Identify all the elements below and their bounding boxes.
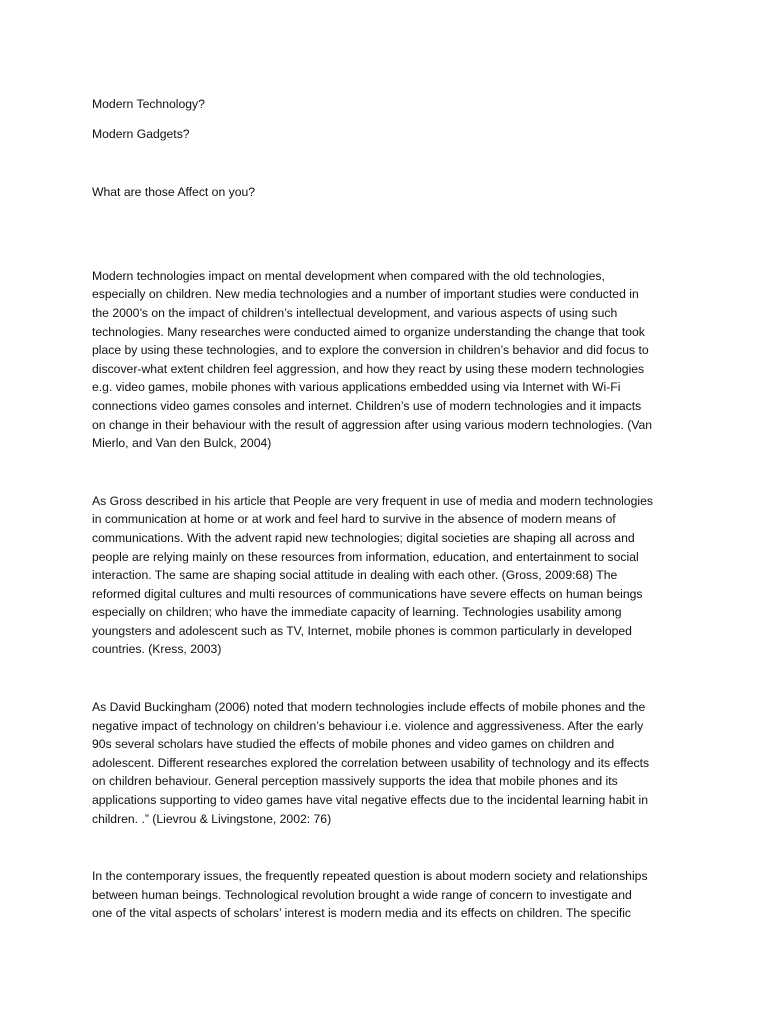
paragraph-line: adolescent. Different researches explored the correlation between usability of technology and its effects	[92, 755, 650, 770]
paragraph-line: applications supporting to video games have vital negative effects due to the incidental learning habit in	[92, 793, 649, 808]
paragraph-line: countries. (Kress, 2003)	[92, 642, 222, 657]
paragraph-line: especially on children; who have the immediate capacity of learning. Technologies usability among	[92, 605, 622, 620]
paragraph-line: between human beings. Technological revolution brought a wide range of concern to investigate and	[92, 887, 632, 902]
paragraph-line: communications. With the advent rapid new technologies; digital societies are shaping all across and	[92, 530, 635, 545]
heading-affect-question: What are those Affect on you?	[92, 185, 256, 200]
paragraph-line: the 2000’s on the impact of children’s intellectual development, and various aspects of using such	[92, 305, 618, 320]
heading-modern-gadgets: Modern Gadgets?	[92, 126, 190, 141]
paragraph-2	[92, 492, 684, 659]
paragraph-line: technologies. Many researches were conducted aimed to organize understanding the change that took	[92, 324, 645, 339]
paragraph-line: on children behaviour. General perception massively supports the idea that mobile phones and its	[92, 774, 618, 789]
heading-modern-technology: Modern Technology?	[92, 97, 205, 111]
paragraph-line: on change in their behaviour with the result of aggression after using various modern technologies. (Van	[92, 417, 653, 432]
paragraph-1	[92, 267, 684, 453]
paragraph-line: e.g. video games, mobile phones with various applications embedded using via Internet with Wi-Fi	[92, 380, 621, 395]
paragraph-line: 90s several scholars have studied the effects of mobile phones and video games on children and	[92, 737, 615, 752]
paragraph-4	[92, 867, 684, 923]
paragraph-line: especially on children. New media technologies and a number of important studies were conducted in	[92, 287, 639, 302]
paragraph-line: As Gross described in his article that People are very frequent in use of media and modern technologies	[92, 493, 653, 508]
paragraph-line: discover-what extent children feel aggression, and how they react by using these modern technologies	[92, 361, 645, 376]
paragraph-line: negative impact of technology on children’s behaviour i.e. violence and aggressiveness. After the early	[92, 718, 644, 733]
paragraph-line: interaction. The same are shaping social attitude in dealing with each other. (Gross, 2009:68) The	[92, 568, 618, 583]
paragraph-line: reformed digital cultures and multi resources of communications have severe effects on human beings	[92, 586, 643, 601]
paragraph-line: In the contemporary issues, the frequently repeated question is about modern society and relationships	[92, 869, 648, 884]
paragraph-line: connections video games consoles and internet. Children’s use of modern technologies and it impacts	[92, 398, 642, 413]
paragraph-line: Mierlo, and Van den Bulck, 2004)	[92, 436, 272, 451]
paragraph-line: place by using these technologies, and to explore the conversion in children’s behavior and did focus to	[92, 343, 649, 358]
paragraph-line: As David Buckingham (2006) noted that modern technologies include effects of mobile phones and the	[92, 700, 646, 715]
paragraph-line: in communication at home or at work and feel hard to survive in the absence of modern means of	[92, 512, 616, 527]
paragraph-line: people are relying mainly on these resources from information, education, and entertainment to social	[92, 549, 639, 564]
paragraph-line: youngsters and adolescent such as TV, Internet, mobile phones is common particularly in developed	[92, 623, 632, 638]
document-page	[92, 95, 684, 923]
paragraph-line: one of the vital aspects of scholars’ interest is modern media and its effects on children. The specific	[92, 906, 632, 921]
paragraph-line: Modern technologies impact on mental development when compared with the old technologies,	[92, 268, 605, 283]
paragraph-3	[92, 698, 684, 828]
paragraph-line: children. .” (Lievrou & Livingstone, 2002: 76)	[92, 811, 332, 826]
